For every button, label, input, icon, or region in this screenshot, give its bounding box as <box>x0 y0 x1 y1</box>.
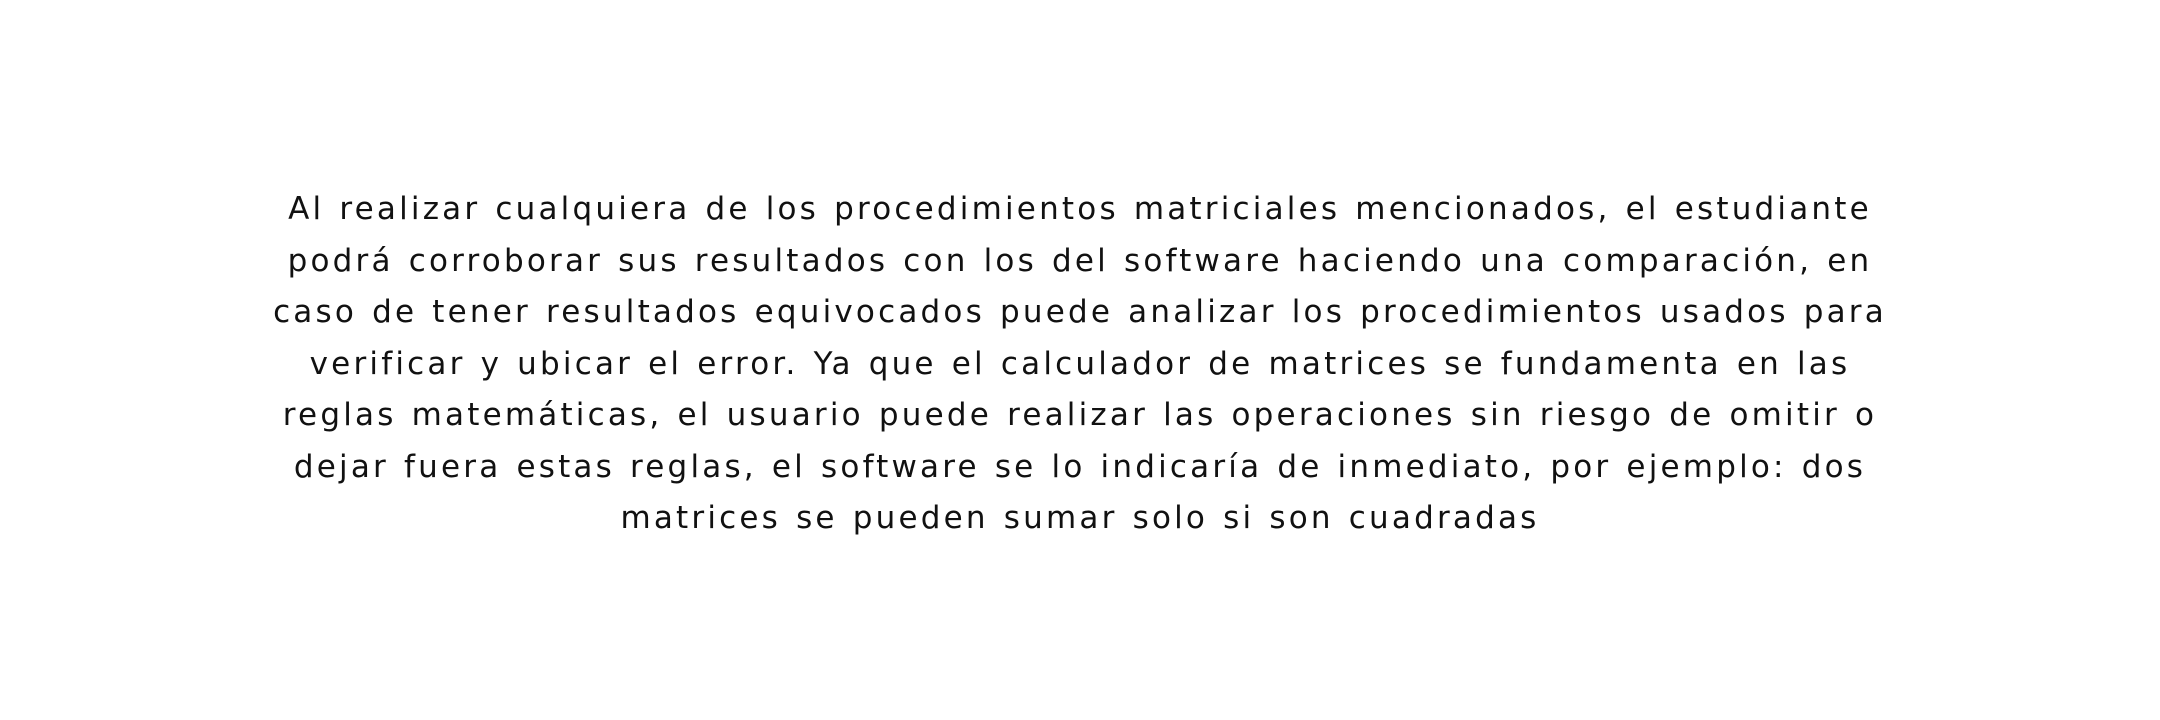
body-paragraph <box>0 184 2160 545</box>
paragraph-line: caso de tener resultados equivocados puede analizar los procedimientos usados para <box>273 294 1887 330</box>
paragraph-line: verificar y ubicar el error. Ya que el calculador de matrices se fundamenta en las <box>309 345 1851 382</box>
paragraph-line: matrices se pueden sumar solo si son cuadradas <box>620 500 1540 536</box>
paragraph-line: Al realizar cualquiera de los procedimientos matriciales mencionados, el estudiante <box>288 191 1872 227</box>
paragraph-line: reglas matemáticas, el usuario puede realizar las operaciones sin riesgo de omitir o <box>282 397 1878 433</box>
paragraph-line: dejar fuera estas reglas, el software se lo indicaría de inmediato, por ejemplo: dos <box>293 448 1867 485</box>
paragraph-line: podrá corroborar sus resultados con los del software haciendo una comparación, en <box>287 242 1873 279</box>
